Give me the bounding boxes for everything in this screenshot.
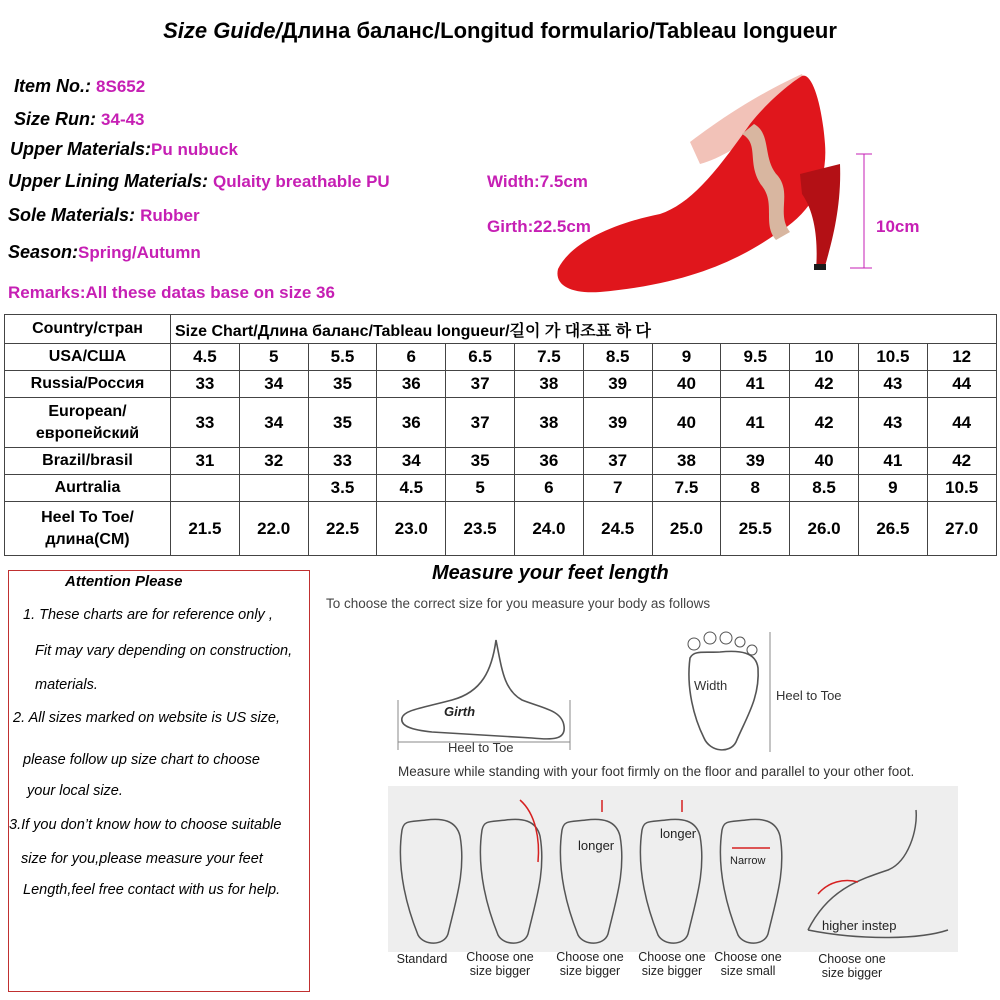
table-cell: 3.5	[308, 475, 377, 502]
spec-label: Size Run:	[14, 109, 97, 129]
table-cell: 25.5	[721, 502, 790, 556]
table-cell: 32	[239, 448, 308, 475]
heel-tip	[814, 264, 826, 270]
spec-upper-materials	[10, 139, 238, 160]
table-row	[5, 398, 997, 448]
spec-label: Season:	[8, 242, 79, 262]
table-cell: 44	[927, 371, 996, 398]
spec-value: Qulaity breathable PU	[213, 172, 390, 191]
page-title	[0, 18, 1000, 44]
table-cell: 34	[239, 398, 308, 448]
table-cell: 12	[927, 344, 996, 371]
table-cell: 22.5	[308, 502, 377, 556]
longer-label: longer	[578, 838, 615, 853]
table-cell: 38	[652, 448, 721, 475]
caption-line: size small	[720, 964, 776, 978]
table-cell: 37	[446, 398, 515, 448]
table-cell: 9.5	[721, 344, 790, 371]
caption-foot-3	[552, 950, 628, 978]
table-cell: 6.5	[446, 344, 515, 371]
longer-label-2: longer	[660, 826, 697, 841]
table-cell: 42	[927, 448, 996, 475]
table-cell: 21.5	[171, 502, 240, 556]
table-cell: 41	[721, 398, 790, 448]
row-label-cell: Brazil/brasil	[5, 448, 171, 475]
caption-line: size bigger	[641, 964, 703, 978]
table-cell: 5	[239, 344, 308, 371]
shoe-image	[540, 64, 880, 296]
table-cell: 40	[652, 398, 721, 448]
spec-season	[8, 242, 201, 263]
table-cell: 36	[377, 371, 446, 398]
narrow-label: Narrow	[730, 855, 766, 867]
row-label-cell: Aurtralia	[5, 475, 171, 502]
table-cell: 9	[652, 344, 721, 371]
table-cell: 8.5	[790, 475, 859, 502]
attention-line: please follow up size chart to choose	[23, 752, 260, 768]
top-foot-diagram	[680, 628, 790, 758]
table-cell: 8	[721, 475, 790, 502]
table-row	[5, 344, 997, 371]
spec-label: Sole Materials:	[8, 205, 136, 225]
spec-value: Rubber	[140, 206, 200, 225]
table-cell: 39	[583, 371, 652, 398]
title-translations: Длина баланс/Longitud formulario/Tableau longueur	[281, 18, 837, 43]
table-cell: 41	[721, 371, 790, 398]
table-cell: 36	[377, 398, 446, 448]
table-cell: 43	[858, 371, 927, 398]
attention-line: your local size.	[27, 783, 123, 799]
table-cell: 10.5	[927, 475, 996, 502]
table-cell: 40	[652, 371, 721, 398]
attention-line: materials.	[35, 677, 98, 693]
caption-foot-5	[710, 950, 786, 978]
caption-line: Choose one	[466, 950, 534, 964]
caption-line: size bigger	[559, 964, 621, 978]
heel-height-marker	[842, 150, 882, 280]
caption-line: Choose one	[556, 950, 624, 964]
table-cell: 8.5	[583, 344, 652, 371]
table-row	[5, 448, 997, 475]
table-cell: 41	[858, 448, 927, 475]
table-cell: 38	[514, 371, 583, 398]
spec-item-no	[14, 76, 145, 97]
table-cell: 42	[790, 398, 859, 448]
heel-to-toe-label: Heel to Toe	[448, 740, 514, 755]
attention-line: 1. These charts are for reference only ,	[23, 607, 273, 623]
table-header-row	[5, 315, 997, 344]
spec-value: 34-43	[101, 110, 145, 129]
spec-lining	[8, 171, 390, 192]
table-cell: 7	[583, 475, 652, 502]
caption-line: Choose one	[714, 950, 782, 964]
table-cell: 10.5	[858, 344, 927, 371]
caption-line: Choose one	[638, 950, 706, 964]
table-cell: 35	[308, 398, 377, 448]
table-cell: 6	[377, 344, 446, 371]
heel-height-dimension: 10cm	[876, 217, 920, 236]
table-cell: 23.0	[377, 502, 446, 556]
table-cell: 26.5	[858, 502, 927, 556]
table-cell: 33	[171, 371, 240, 398]
spec-label: Item No.:	[14, 76, 92, 96]
table-cell: 38	[514, 398, 583, 448]
table-cell: 34	[377, 448, 446, 475]
table-cell: 9	[858, 475, 927, 502]
remarks: Remarks:All these datas base on size 36	[8, 283, 335, 302]
spec-value: 8S652	[96, 77, 146, 96]
instep-label: higher instep	[822, 918, 897, 933]
table-cell: 43	[858, 398, 927, 448]
table-cell: 33	[308, 448, 377, 475]
table-cell: 24.0	[514, 502, 583, 556]
table-cell: 4.5	[377, 475, 446, 502]
table-cell: 22.0	[239, 502, 308, 556]
table-cell: 39	[583, 398, 652, 448]
shoe-heel	[800, 164, 840, 270]
table-cell: 35	[308, 371, 377, 398]
table-row	[5, 475, 997, 502]
girth-dimension: Girth:22.5cm	[487, 217, 591, 236]
size-chart-table	[4, 314, 997, 556]
measure-subtitle: To choose the correct size for you measure your body as follows	[326, 596, 711, 611]
table-cell: 4.5	[171, 344, 240, 371]
row-label-cell: USA/США	[5, 344, 171, 371]
caption-foot-4	[634, 950, 710, 978]
title-size-guide: Size Guide/	[163, 18, 282, 43]
table-row	[5, 371, 997, 398]
table-corner-cell: Country/стран	[5, 315, 171, 344]
caption-line: size bigger	[821, 966, 883, 980]
table-cell: 35	[446, 448, 515, 475]
table-cell: 27.0	[927, 502, 996, 556]
heel-to-toe-side-label: Heel to Toe	[776, 688, 842, 703]
table-cell: 34	[239, 371, 308, 398]
row-label-cell: European/европейский	[5, 398, 171, 448]
table-cell: 44	[927, 398, 996, 448]
table-cell: 5.5	[308, 344, 377, 371]
spec-size-run	[14, 109, 145, 130]
table-cell: 31	[171, 448, 240, 475]
table-cell: 25.0	[652, 502, 721, 556]
attention-line: size for you,please measure your feet	[21, 851, 263, 867]
table-cell: 40	[790, 448, 859, 475]
table-row	[5, 502, 997, 556]
shoe-upper	[557, 76, 825, 293]
row-label-cell: Heel To Toe/длина(CM)	[5, 502, 171, 556]
table-cell: 37	[446, 371, 515, 398]
table-header-cell: Size Chart/Длина баланс/Tableau longueur/길이 가 대조표 하 다	[171, 315, 997, 344]
caption-standard	[386, 952, 458, 966]
attention-line: Fit may vary depending on construction,	[35, 643, 293, 659]
caption-line: size bigger	[469, 964, 531, 978]
table-cell: 5	[446, 475, 515, 502]
row-label-cell: Russia/Россия	[5, 371, 171, 398]
table-cell: 42	[790, 371, 859, 398]
table-cell: 36	[514, 448, 583, 475]
caption-foot-2	[462, 950, 538, 978]
table-cell: 7.5	[652, 475, 721, 502]
table-cell: 6	[514, 475, 583, 502]
table-cell: 26.0	[790, 502, 859, 556]
caption-line: Standard	[396, 952, 448, 966]
spec-value: Spring/Autumn	[78, 243, 201, 262]
width-dimension: Width:7.5cm	[487, 172, 588, 191]
table-cell: 39	[721, 448, 790, 475]
spec-value: Pu nubuck	[151, 140, 238, 159]
table-cell: 10	[790, 344, 859, 371]
spec-label: Upper Materials:	[10, 139, 152, 159]
attention-line: Length,feel free contact with us for help.	[23, 882, 281, 898]
attention-box	[8, 570, 310, 992]
attention-title: Attention Please	[65, 573, 183, 590]
table-cell	[171, 475, 240, 502]
table-cell	[239, 475, 308, 502]
table-cell: 33	[171, 398, 240, 448]
spec-label: Upper Lining Materials:	[8, 171, 209, 191]
width-label: Width	[694, 678, 728, 693]
table-cell: 7.5	[514, 344, 583, 371]
attention-line: 2. All sizes marked on website is US size,	[13, 710, 281, 726]
caption-foot-6	[812, 952, 892, 980]
table-cell: 23.5	[446, 502, 515, 556]
caption-line: Choose one	[818, 952, 886, 966]
girth-label: Girth	[444, 704, 476, 719]
measure-title: Measure your feet length	[432, 562, 669, 584]
measure-instruction: Measure while standing with your foot firmly on the floor and parallel to your other foot.	[398, 764, 915, 779]
table-cell: 24.5	[583, 502, 652, 556]
attention-line: 3.If you don’t know how to choose suitable	[9, 817, 282, 833]
spec-sole	[8, 205, 200, 226]
table-cell: 37	[583, 448, 652, 475]
